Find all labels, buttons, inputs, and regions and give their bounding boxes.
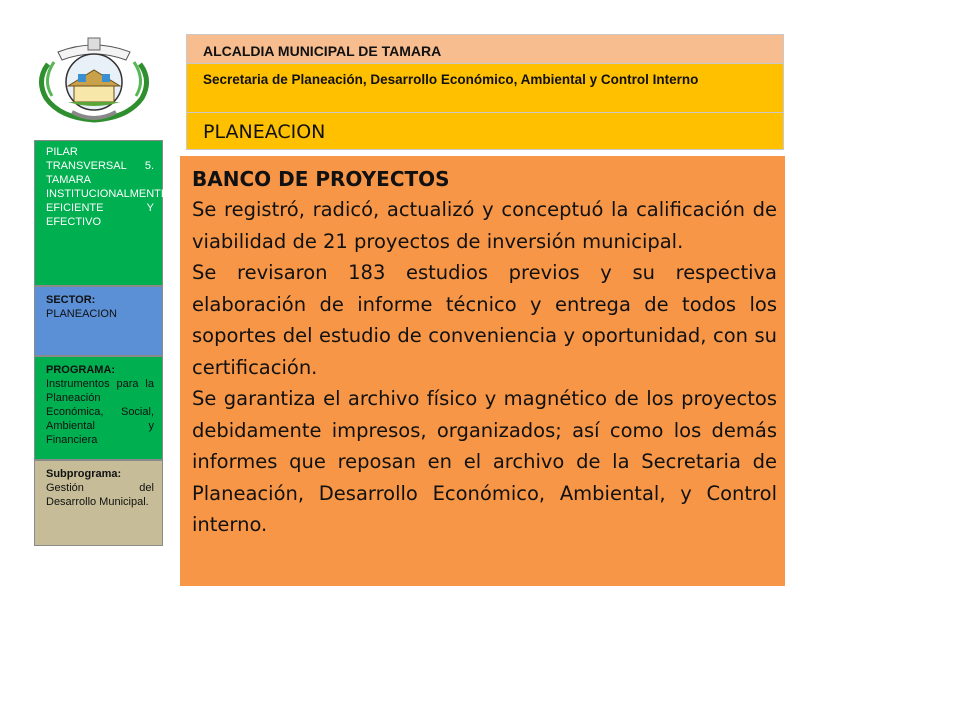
municipal-crest-icon <box>28 34 160 126</box>
programa-value: Instrumentos para la Planeación Económica, Social, Ambiental y Financiera <box>46 378 154 446</box>
secretariat-title: Secretaria de Planeación, Desarrollo Económico, Ambiental y Control Interno <box>186 63 784 113</box>
sector-value: PLANEACION <box>46 308 117 320</box>
content-paragraph: Se garantiza el archivo físico y magnético de los proyectos debidamente impresos, organizados; así como los demás informes que reposan en el archivo de la Secretaria de Planeación, Desarrollo Económico, Ambiental, y Control interno. <box>192 387 777 536</box>
pilar-box <box>34 140 169 286</box>
programa-title: PROGRAMA: <box>46 364 116 376</box>
programa-box <box>34 356 163 460</box>
content-title: BANCO DE PROYECTOS <box>192 167 450 191</box>
content-paragraph: Se revisaron 183 estudios previos y su respectiva elaboración de informe técnico y entrega de todos los soportes del estudio de conveniencia y oportunidad, con su certificación. <box>192 261 777 379</box>
subprograma-title: Subprograma: <box>46 468 122 480</box>
content-panel <box>180 156 785 586</box>
pilar-text: PILAR TRANSVERSAL 5. TAMARA INSTITUCIONALMENTE EFICIENTE Y EFECTIVO <box>46 146 169 228</box>
sector-box <box>34 286 163 356</box>
sector-title: SECTOR: <box>46 294 96 306</box>
office-title: PLANEACION <box>186 112 784 150</box>
municipality-title: ALCALDIA MUNICIPAL DE TAMARA <box>186 34 784 64</box>
content-paragraph: Se registró, radicó, actualizó y conceptuó la calificación de viabilidad de 21 proyectos de inversión municipal. <box>192 198 777 253</box>
subprograma-box <box>34 460 163 546</box>
subprograma-value: Gestión del Desarrollo Municipal. <box>46 482 154 508</box>
